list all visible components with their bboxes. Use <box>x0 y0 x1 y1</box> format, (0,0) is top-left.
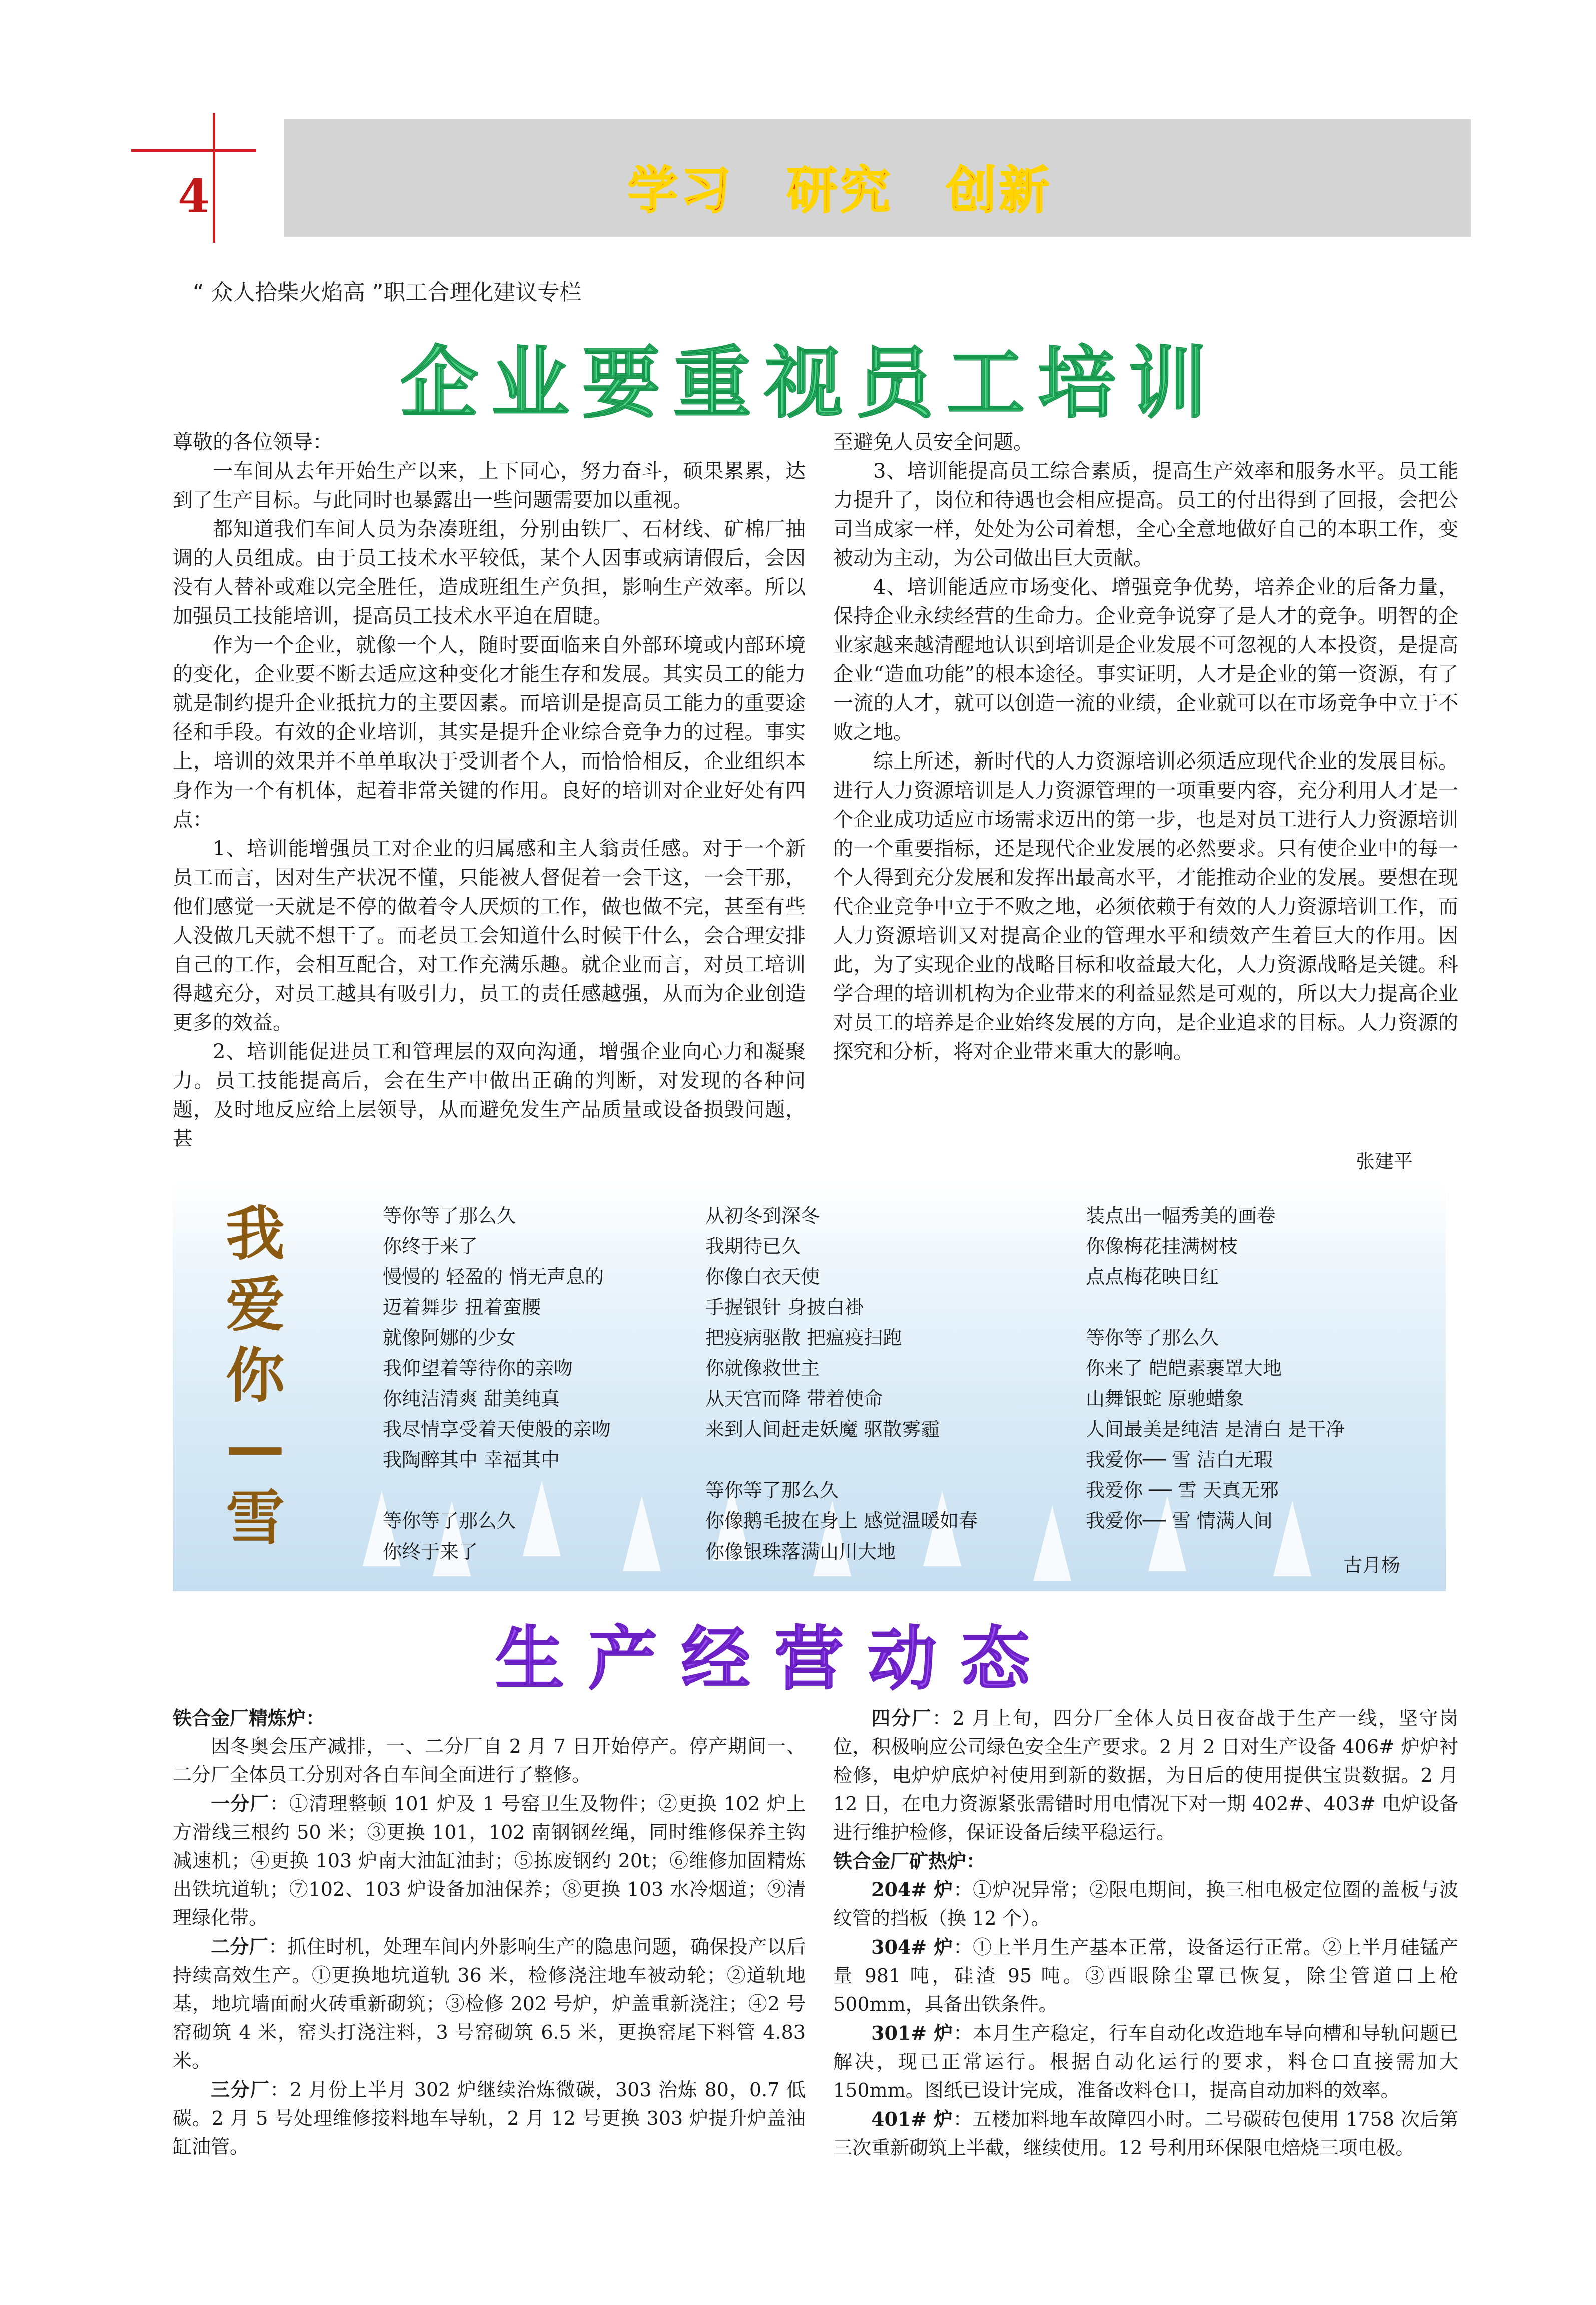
poem-line: 人间最美是纯洁 是清白 是干净 <box>1086 1418 1345 1440</box>
factory-text: ：2 月份上半月 302 炉继续治炼微碳，303 治炼 80，0.7 低碳。2 月 5 号处理维修接料地车导轨，2 月 12 号更换 303 炉提升炉盖油缸油管。 <box>173 2079 806 2158</box>
poem-line: 从天宫而降 带着使命 <box>705 1388 883 1410</box>
crop-mark-vertical <box>213 113 215 243</box>
poem-line: 我陶醉其中 幸福其中 <box>383 1449 560 1471</box>
production-paragraph <box>833 2019 1458 2105</box>
poem-line: 来到人间赶走妖魔 驱散雾霾 <box>705 1418 940 1440</box>
production-heading: 铁合金厂精炼炉： <box>173 1707 325 1729</box>
poem-title-char: 我 <box>225 1199 285 1268</box>
poem-line: 你就像救世主 <box>705 1357 820 1379</box>
poem-title-char: 雪 <box>225 1483 285 1553</box>
header-banner-text: 学习 研究 创新 <box>628 161 1052 220</box>
poem-line: 等你等了那么久 <box>705 1479 839 1501</box>
article-paragraph: 都知道我们车间人员为杂凑班组，分别由铁厂、石材线、矿棉厂抽调的人员组成。由于员工技术水平较低，某个人因事或病请假后，会因没有人替补或难以完全胜任，造成班组生产负担，影响生产效率。所以加强员工技能培训，提高员工技术水平迫在眉睫。 <box>173 518 806 628</box>
furnace-label: 304# 炉 <box>871 1936 954 1958</box>
poem-title <box>220 1198 290 1554</box>
poem-line: 我爱你── 雪 洁白无瑕 <box>1086 1449 1273 1471</box>
production-left-column <box>173 1704 806 2161</box>
poem-line <box>705 1445 978 1475</box>
factory-text: ：①清理整顿 101 炉及 1 号窑卫生及物件；②更换 102 炉上方滑线三根约 50 米；③更换 101，102 南钢钢丝绳，同时维修保养主钩减速机；④更换 103 炉南大油缸油封；⑤拣废钢约 20t；⑥维修加固精炼出铁坑道轨；⑦102、103 炉设备加油保养；⑧更换 103 水冷烟道；⑨清理绿化带。 <box>173 1793 806 1929</box>
production-paragraph <box>173 1932 806 2075</box>
poem-title-char: — <box>226 1412 285 1481</box>
poem-line: 等你等了那么久 <box>383 1510 516 1532</box>
article-paragraph: 尊敬的各位领导： <box>173 431 333 454</box>
poem-line: 点点梅花映日红 <box>1086 1266 1219 1288</box>
poem-title-char: 你 <box>225 1341 285 1410</box>
factory-label: 三分厂 <box>211 2078 270 2101</box>
page-number: 4 <box>178 169 210 223</box>
column-tag: “ 众人拾柴火焰高 ”职工合理化建议专栏 <box>193 280 582 305</box>
furnace-text: ：①上半月生产基本正常，设备运行正常。②上半月硅锰产量 981 吨，硅渣 95 吨。③西眼除尘罩已恢复，除尘管道口上枪 500mm，具备出铁条件。 <box>833 1936 1458 2015</box>
poem-line: 你终于来了 <box>383 1541 478 1563</box>
article-title: 企业要重视员工培训 <box>400 338 1220 429</box>
poem-line: 我期待已久 <box>705 1235 801 1257</box>
poem-line: 就像阿娜的少女 <box>383 1327 516 1349</box>
article-paragraph: 3、培训能提高员工综合素质，提高生产效率和服务水平。员工能力提升了，岗位和待遇也会相应提高。员工的付出得到了回报，会把公司当成家一样，处处为公司着想，全心全意地做好自己的本职工作，变被动为主动，为公司做出巨大贡献。 <box>833 460 1458 570</box>
poem-line: 慢慢的 轻盈的 悄无声息的 <box>383 1266 604 1288</box>
factory-label: 一分厂 <box>211 1792 270 1815</box>
article-author: 张建平 <box>1356 1150 1413 1172</box>
production-title: 生产经营动态 <box>495 1619 1054 1699</box>
furnace-text: ：本月生产稳定，行车自动化改造地车导向槽和导轨问题已解决，现已正常运行。根据自动化运行的要求，料仓口直接需加大 150mm。图纸已设计完成，准备改料仓口，提高自动加料的效率。 <box>833 2022 1458 2101</box>
poem-line: 手握银针 身披白褂 <box>705 1296 864 1318</box>
furnace-label: 401# 炉 <box>871 2108 953 2130</box>
production-heading: 铁合金厂矿热炉： <box>833 1850 986 1872</box>
poem-line <box>383 1475 611 1506</box>
article-paragraph: 1、培训能增强员工对企业的归属感和主人翁责任感。对于一个新员工而言，因对生产状况不懂，只能被人督促着一会干这，一会干那，他们感觉一天就是不停的做着令人厌烦的工作，做也做不完，甚至有些人没做几天就不想干了。而老员工会知道什么时候干什么，会合理安排自己的工作，会相互配合，对工作充满乐趣。就企业而言，对员工培训得越充分，对员工越具有吸引力，员工的责任感越强，从而为企业创造更多的效益。 <box>173 837 806 1034</box>
poem-author: 古月杨 <box>1343 1554 1401 1576</box>
poem-line: 你像鹅毛披在身上 感觉温暖如春 <box>705 1510 978 1532</box>
furnace-label: 301# 炉 <box>871 2022 954 2044</box>
poem-line: 等你等了那么久 <box>1086 1327 1219 1349</box>
article-paragraph: 4、培训能适应市场变化、增强竞争优势，培养企业的后备力量，保持企业永续经营的生命力。企业竞争说穿了是人才的竞争。明智的企业家越来越清醒地认识到培训是企业发展不可忽视的人本投资，是提高企业“造血功能”的根本途径。事实证明，人才是企业的第一资源，有了一流的人才，就可以创造一流的业绩，企业就可以在市场竞争中立于不败之地。 <box>833 576 1458 744</box>
factory-text: ：2 月上旬，四分厂全体人员日夜奋战于生产一线，坚守岗位，积极响应公司绿色安全生产要求。2 月 2 日对生产设备 406# 炉炉衬检修，电炉炉底炉衬使用到新的数据，为日后的使用提供宝贵数据。2 月 12 日，在电力资源紧张需错时用电情况下对一期 402#、403# 电炉设备进行维护检修，保证设备后续平稳运行。 <box>833 1707 1458 1843</box>
poem-line <box>1086 1292 1345 1323</box>
poem-column-2 <box>705 1201 978 1567</box>
poem-line: 山舞银蛇 原驰蜡象 <box>1086 1388 1244 1410</box>
furnace-text: ：五楼加料地车故障四小时。二号碳砖包使用 1758 次后第三次重新砌筑上半截，继续使用。12 号利用环保限电焙烧三项电极。 <box>833 2108 1458 2159</box>
article-left-column <box>173 428 806 1153</box>
poem-line: 你来了 皑皑素裹罩大地 <box>1086 1357 1282 1379</box>
poem-line: 装点出一幅秀美的画卷 <box>1086 1205 1276 1227</box>
furnace-text: ：①炉况异常；②限电期间，换三相电极定位圈的盖板与波纹管的挡板（换 12 个）。 <box>833 1879 1458 1929</box>
poem-line: 你像白衣天使 <box>705 1266 820 1288</box>
poem-column-3 <box>1086 1201 1345 1536</box>
poem-line: 我爱你 ── 雪 天真无邪 <box>1086 1479 1279 1501</box>
factory-text: ：抓住时机，处理车间内外影响生产的隐患问题，确保投产以后持续高效生产。①更换地坑道轨 36 米，检修浇注地车被动轮；②道轨地基，地坑墙面耐火砖重新砌筑；③检修 202 号炉，炉盖重新浇注；④2 号窑砌筑 4 米，窑头打浇注料，3 号窑砌筑 6.5 米，更换窑尾下料管 4.83 米。 <box>173 1936 806 2072</box>
production-paragraph <box>833 1875 1458 1933</box>
factory-label: 四分厂 <box>871 1707 932 1729</box>
production-right-column <box>833 1704 1458 2162</box>
production-paragraph: 因冬奥会压产减排，一、二分厂自 2 月 7 日开始停产。停产期间一、二分厂全体员工分别对各自车间全面进行了整修。 <box>173 1735 806 1786</box>
poem-line: 你终于来了 <box>383 1235 478 1257</box>
factory-label: 二分厂 <box>211 1935 269 1958</box>
furnace-label: 204# 炉 <box>871 1878 954 1901</box>
article-right-column <box>833 428 1458 1066</box>
production-paragraph <box>833 1933 1458 2019</box>
poem-line: 我仰望着等待你的亲吻 <box>383 1357 573 1379</box>
poem-column-1 <box>383 1201 611 1567</box>
article-paragraph: 至避免人员安全问题。 <box>833 431 1033 454</box>
poem-line: 从初冬到深冬 <box>705 1205 820 1227</box>
production-paragraph <box>173 1789 806 1932</box>
poem-line: 你像银珠落满山川大地 <box>705 1541 896 1563</box>
crop-mark-horizontal <box>131 149 256 152</box>
poem-line: 你像梅花挂满树枝 <box>1086 1235 1238 1257</box>
poem-line: 我爱你── 雪 情满人间 <box>1086 1510 1273 1532</box>
poem-title-char: 爱 <box>225 1270 285 1339</box>
poem-line: 等你等了那么久 <box>383 1205 516 1227</box>
article-paragraph: 2、培训能促进员工和管理层的双向沟通，增强企业向心力和凝聚力。员工技能提高后，会在生产中做出正确的判断，对发现的各种问题，及时地反应给上层领导，从而避免发生产品质量或设备损毁问题，甚 <box>173 1040 806 1150</box>
production-paragraph <box>833 1704 1458 1847</box>
production-paragraph <box>173 2075 806 2161</box>
poem-line: 我尽情享受着天使般的亲吻 <box>383 1418 611 1440</box>
article-paragraph: 作为一个企业，就像一个人，随时要面临来自外部环境或内部环境的变化，企业要不断去适应这种变化才能生存和发展。其实员工的能力就是制约提升企业抵抗力的主要因素。而培训是提高员工能力的重要途径和手段。有效的企业培训，其实是提升企业综合竞争力的过程。事实上，培训的效果并不单单取决于受训者个人，而恰恰相反，企业组织本身作为一个有机体，起着非常关键的作用。良好的培训对企业好处有四点： <box>173 634 806 831</box>
article-paragraph: 一车间从去年开始生产以来，上下同心，努力奋斗，硕果累累，达到了生产目标。与此同时也暴露出一些问题需要加以重视。 <box>173 460 806 512</box>
article-paragraph: 综上所述，新时代的人力资源培训必须适应现代企业的发展目标。进行人力资源培训是人力资源管理的一项重要内容，充分利用人才是一个企业成功适应市场需求迈出的第一步，也是对员工进行人力资源培训的一个重要指标，还是现代企业发展的必然要求。只有使企业中的每一个人得到充分发展和发挥出最高水平，才能推动企业的发展。要想在现代企业竞争中立于不败之地，必须依赖于有效的人力资源培训工作，而人力资源培训又对提高企业的管理水平和绩效产生着巨大的作用。因此，为了实现企业的战略目标和收益最大化，人力资源战略是关键。科学合理的培训机构为企业带来的利益显然是可观的，所以大力提高企业对员工的培养是企业始终发展的方向，是企业追求的目标。人力资源的探究和分析，将对企业带来重大的影响。 <box>833 750 1458 1063</box>
poem-line: 你纯洁清爽 甜美纯真 <box>383 1388 560 1410</box>
poem-line: 迈着舞步 扭着蛮腰 <box>383 1296 541 1318</box>
poem-line: 把疫病驱散 把瘟疫扫跑 <box>705 1327 902 1349</box>
production-paragraph <box>833 2105 1458 2162</box>
